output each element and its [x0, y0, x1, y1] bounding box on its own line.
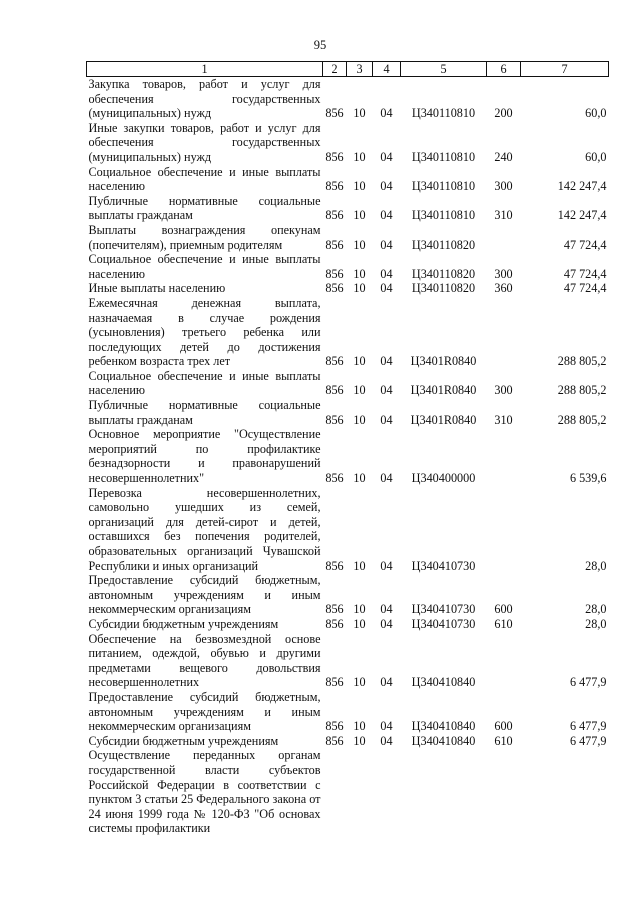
row-expense-type: 300 — [494, 383, 513, 398]
header-col-6: 6 — [487, 62, 521, 77]
row-section-code: 10 — [353, 558, 366, 573]
row-section-code: 10 — [353, 733, 366, 748]
row-amount: 6 477,9 — [569, 675, 607, 690]
row-amount: 6 539,6 — [569, 471, 607, 486]
row-subsection-code: 04 — [380, 602, 393, 617]
table-row — [87, 690, 609, 734]
row-subsection-code: 04 — [380, 616, 393, 631]
row-target-article: Ц340400000 — [411, 471, 476, 486]
row-name: Осуществление переданных органам государственной власти субъектов Российской Федерации в соответствии с пунктом 3 статьи 25 Федерального закона от 24 июня 1999 года № 120-ФЗ "Об основах системы профилактики — [88, 748, 321, 836]
row-target-article: Ц3401R0840 — [410, 383, 477, 398]
row-ministry-code: 856 — [325, 149, 344, 164]
row-expense-type: 360 — [494, 281, 513, 296]
row-expense-type: 300 — [494, 266, 513, 281]
row-subsection-code: 04 — [380, 281, 393, 296]
row-ministry-code: 856 — [325, 383, 344, 398]
row-section-code: 10 — [353, 616, 366, 631]
row-amount: 47 724,4 — [563, 266, 607, 281]
row-amount: 47 724,4 — [563, 237, 607, 252]
row-target-article: Ц340410840 — [411, 719, 476, 734]
table-row — [87, 427, 609, 485]
row-target-article — [401, 748, 487, 836]
row-name: Публичные нормативные социальные выплаты гражданам — [88, 398, 321, 427]
row-section-code: 10 — [353, 719, 366, 734]
row-amount: 288 805,2 — [557, 412, 607, 427]
budget-table — [86, 61, 609, 836]
row-section-code: 10 — [353, 237, 366, 252]
row-subsection-code: 04 — [380, 266, 393, 281]
row-amount: 28,0 — [585, 602, 607, 617]
row-amount: 142 247,4 — [557, 208, 607, 223]
row-section-code: 10 — [353, 602, 366, 617]
row-amount: 60,0 — [585, 149, 607, 164]
row-ministry-code: 856 — [325, 208, 344, 223]
table-row — [87, 632, 609, 690]
row-subsection-code: 04 — [380, 558, 393, 573]
row-ministry-code: 856 — [325, 106, 344, 121]
table-row — [87, 296, 609, 369]
header-col-2: 2 — [323, 62, 347, 77]
row-amount: 28,0 — [585, 616, 607, 631]
row-section-code: 10 — [353, 266, 366, 281]
table-row — [87, 617, 609, 632]
row-amount: 142 247,4 — [557, 179, 607, 194]
row-amount: 6 477,9 — [569, 733, 607, 748]
row-ministry-code: 856 — [325, 602, 344, 617]
row-section-code: 10 — [353, 471, 366, 486]
row-name: Публичные нормативные социальные выплаты гражданам — [88, 193, 321, 223]
row-subsection-code: 04 — [380, 354, 393, 369]
table-body — [87, 77, 609, 836]
row-ministry-code: 856 — [325, 354, 344, 369]
row-expense-type: 310 — [494, 412, 513, 427]
row-name: Предоставление субсидий бюджетным, автономным учреждениям и иным некоммерческим организациям — [88, 573, 321, 617]
row-section-code — [347, 748, 373, 836]
row-ministry-code: 856 — [325, 616, 344, 631]
row-subsection-code: 04 — [380, 719, 393, 734]
row-ministry-code: 856 — [325, 179, 344, 194]
row-expense-type: 600 — [494, 602, 513, 617]
row-subsection-code — [373, 748, 401, 836]
row-target-article: Ц340110810 — [411, 208, 476, 223]
row-expense-type: 610 — [494, 616, 513, 631]
row-subsection-code: 04 — [380, 179, 393, 194]
table-row — [87, 369, 609, 398]
row-section-code: 10 — [353, 383, 366, 398]
row-expense-type — [487, 632, 521, 690]
table-row — [87, 486, 609, 574]
row-target-article: Ц340110810 — [411, 179, 476, 194]
row-ministry-code — [323, 748, 347, 836]
row-name: Субсидии бюджетным учреждениям — [88, 616, 279, 631]
row-amount: 288 805,2 — [557, 383, 607, 398]
table-row — [87, 734, 609, 749]
row-section-code: 10 — [353, 179, 366, 194]
row-name: Закупка товаров, работ и услуг для обеспечения государственных (муниципальных) нужд — [88, 77, 321, 121]
row-expense-type: 600 — [494, 719, 513, 734]
row-subsection-code: 04 — [380, 106, 393, 121]
row-ministry-code: 856 — [325, 412, 344, 427]
page-number: 95 — [313, 38, 327, 52]
row-amount — [521, 748, 609, 836]
row-section-code: 10 — [353, 675, 366, 690]
row-name: Ежемесячная денежная выплата, назначаемая в случае рождения (усыновления) третьего ребенка или последующих детей до достижения ребенком возраста трех лет — [88, 295, 321, 369]
header-row — [87, 62, 609, 77]
row-target-article: Ц340410730 — [411, 616, 476, 631]
table-row — [87, 398, 609, 427]
row-target-article: Ц3401R0840 — [410, 412, 477, 427]
row-ministry-code: 856 — [325, 733, 344, 748]
row-name: Субсидии бюджетным учреждениям — [88, 733, 279, 748]
header-col-3: 3 — [347, 62, 373, 77]
row-name: Обеспечение на безвозмездной основе питанием, одеждой, обувью и другими предметами вещевого довольствия несовершеннолетних — [88, 631, 321, 690]
row-section-code: 10 — [353, 106, 366, 121]
row-expense-type — [487, 486, 521, 574]
row-amount: 47 724,4 — [563, 281, 607, 296]
row-subsection-code: 04 — [380, 149, 393, 164]
row-expense-type — [487, 427, 521, 485]
row-subsection-code: 04 — [380, 208, 393, 223]
table-row — [87, 252, 609, 281]
row-amount: 6 477,9 — [569, 719, 607, 734]
header-col-5: 5 — [401, 62, 487, 77]
table-row — [87, 77, 609, 121]
row-subsection-code: 04 — [380, 471, 393, 486]
row-name: Социальное обеспечение и иные выплаты населению — [88, 368, 321, 398]
header-col-1: 1 — [87, 62, 323, 77]
row-expense-type: 610 — [494, 733, 513, 748]
row-subsection-code: 04 — [380, 383, 393, 398]
row-name: Выплаты вознаграждения опекунам (попечителям), приемным родителям — [88, 222, 321, 252]
row-name: Социальное обеспечение и иные выплаты населению — [88, 164, 321, 194]
row-target-article: Ц340410730 — [411, 558, 476, 573]
row-target-article: Ц3401R0840 — [410, 354, 477, 369]
row-ministry-code: 856 — [325, 266, 344, 281]
row-ministry-code: 856 — [325, 281, 344, 296]
row-expense-type — [487, 223, 521, 252]
row-amount: 28,0 — [585, 558, 607, 573]
row-expense-type: 240 — [494, 149, 513, 164]
row-ministry-code: 856 — [325, 675, 344, 690]
row-section-code: 10 — [353, 412, 366, 427]
row-subsection-code: 04 — [380, 675, 393, 690]
row-name: Иные закупки товаров, работ и услуг для обеспечения государственных (муниципальных) нужд — [88, 120, 321, 164]
row-name: Иные выплаты населению — [88, 281, 226, 296]
table-header — [87, 62, 609, 77]
row-target-article: Ц340410730 — [411, 602, 476, 617]
table-row — [87, 121, 609, 165]
row-amount: 288 805,2 — [557, 354, 607, 369]
row-ministry-code: 856 — [325, 237, 344, 252]
row-section-code: 10 — [353, 354, 366, 369]
row-target-article: Ц340410840 — [411, 733, 476, 748]
row-target-article: Ц340110810 — [411, 106, 476, 121]
row-subsection-code: 04 — [380, 733, 393, 748]
table-row — [87, 281, 609, 296]
row-ministry-code: 856 — [325, 471, 344, 486]
table-row — [87, 748, 609, 836]
table-row — [87, 223, 609, 252]
row-section-code: 10 — [353, 281, 366, 296]
row-section-code: 10 — [353, 149, 366, 164]
table-row — [87, 194, 609, 223]
row-target-article: Ц340110820 — [411, 266, 476, 281]
row-expense-type: 300 — [494, 179, 513, 194]
row-subsection-code: 04 — [380, 237, 393, 252]
row-target-article: Ц340110810 — [411, 149, 476, 164]
table-row — [87, 573, 609, 617]
table-row — [87, 165, 609, 194]
row-target-article: Ц340410840 — [411, 675, 476, 690]
row-name: Предоставление субсидий бюджетным, автономным учреждениям и иным некоммерческим организациям — [88, 689, 321, 734]
header-col-7: 7 — [521, 62, 609, 77]
row-expense-type — [487, 748, 521, 836]
row-target-article: Ц340110820 — [411, 237, 476, 252]
row-target-article: Ц340110820 — [411, 281, 476, 296]
row-ministry-code: 856 — [325, 558, 344, 573]
header-col-4: 4 — [373, 62, 401, 77]
row-section-code: 10 — [353, 208, 366, 223]
row-ministry-code: 856 — [325, 719, 344, 734]
row-expense-type — [487, 296, 521, 369]
row-name: Социальное обеспечение и иные выплаты населению — [88, 252, 321, 281]
row-name: Перевозка несовершеннолетних, самовольно ушедших из семей, организаций для детей-сирот и детей, оставшихся без попечения родителей, образовательных организаций Чувашской Республики и иных организаций — [88, 485, 321, 573]
row-name: Основное мероприятие "Осуществление мероприятий по профилактике безнадзорности и правонарушений несовершеннолетних" — [88, 427, 321, 486]
row-expense-type: 310 — [494, 208, 513, 223]
row-expense-type: 200 — [494, 106, 513, 121]
row-amount: 60,0 — [585, 106, 607, 121]
row-subsection-code: 04 — [380, 412, 393, 427]
